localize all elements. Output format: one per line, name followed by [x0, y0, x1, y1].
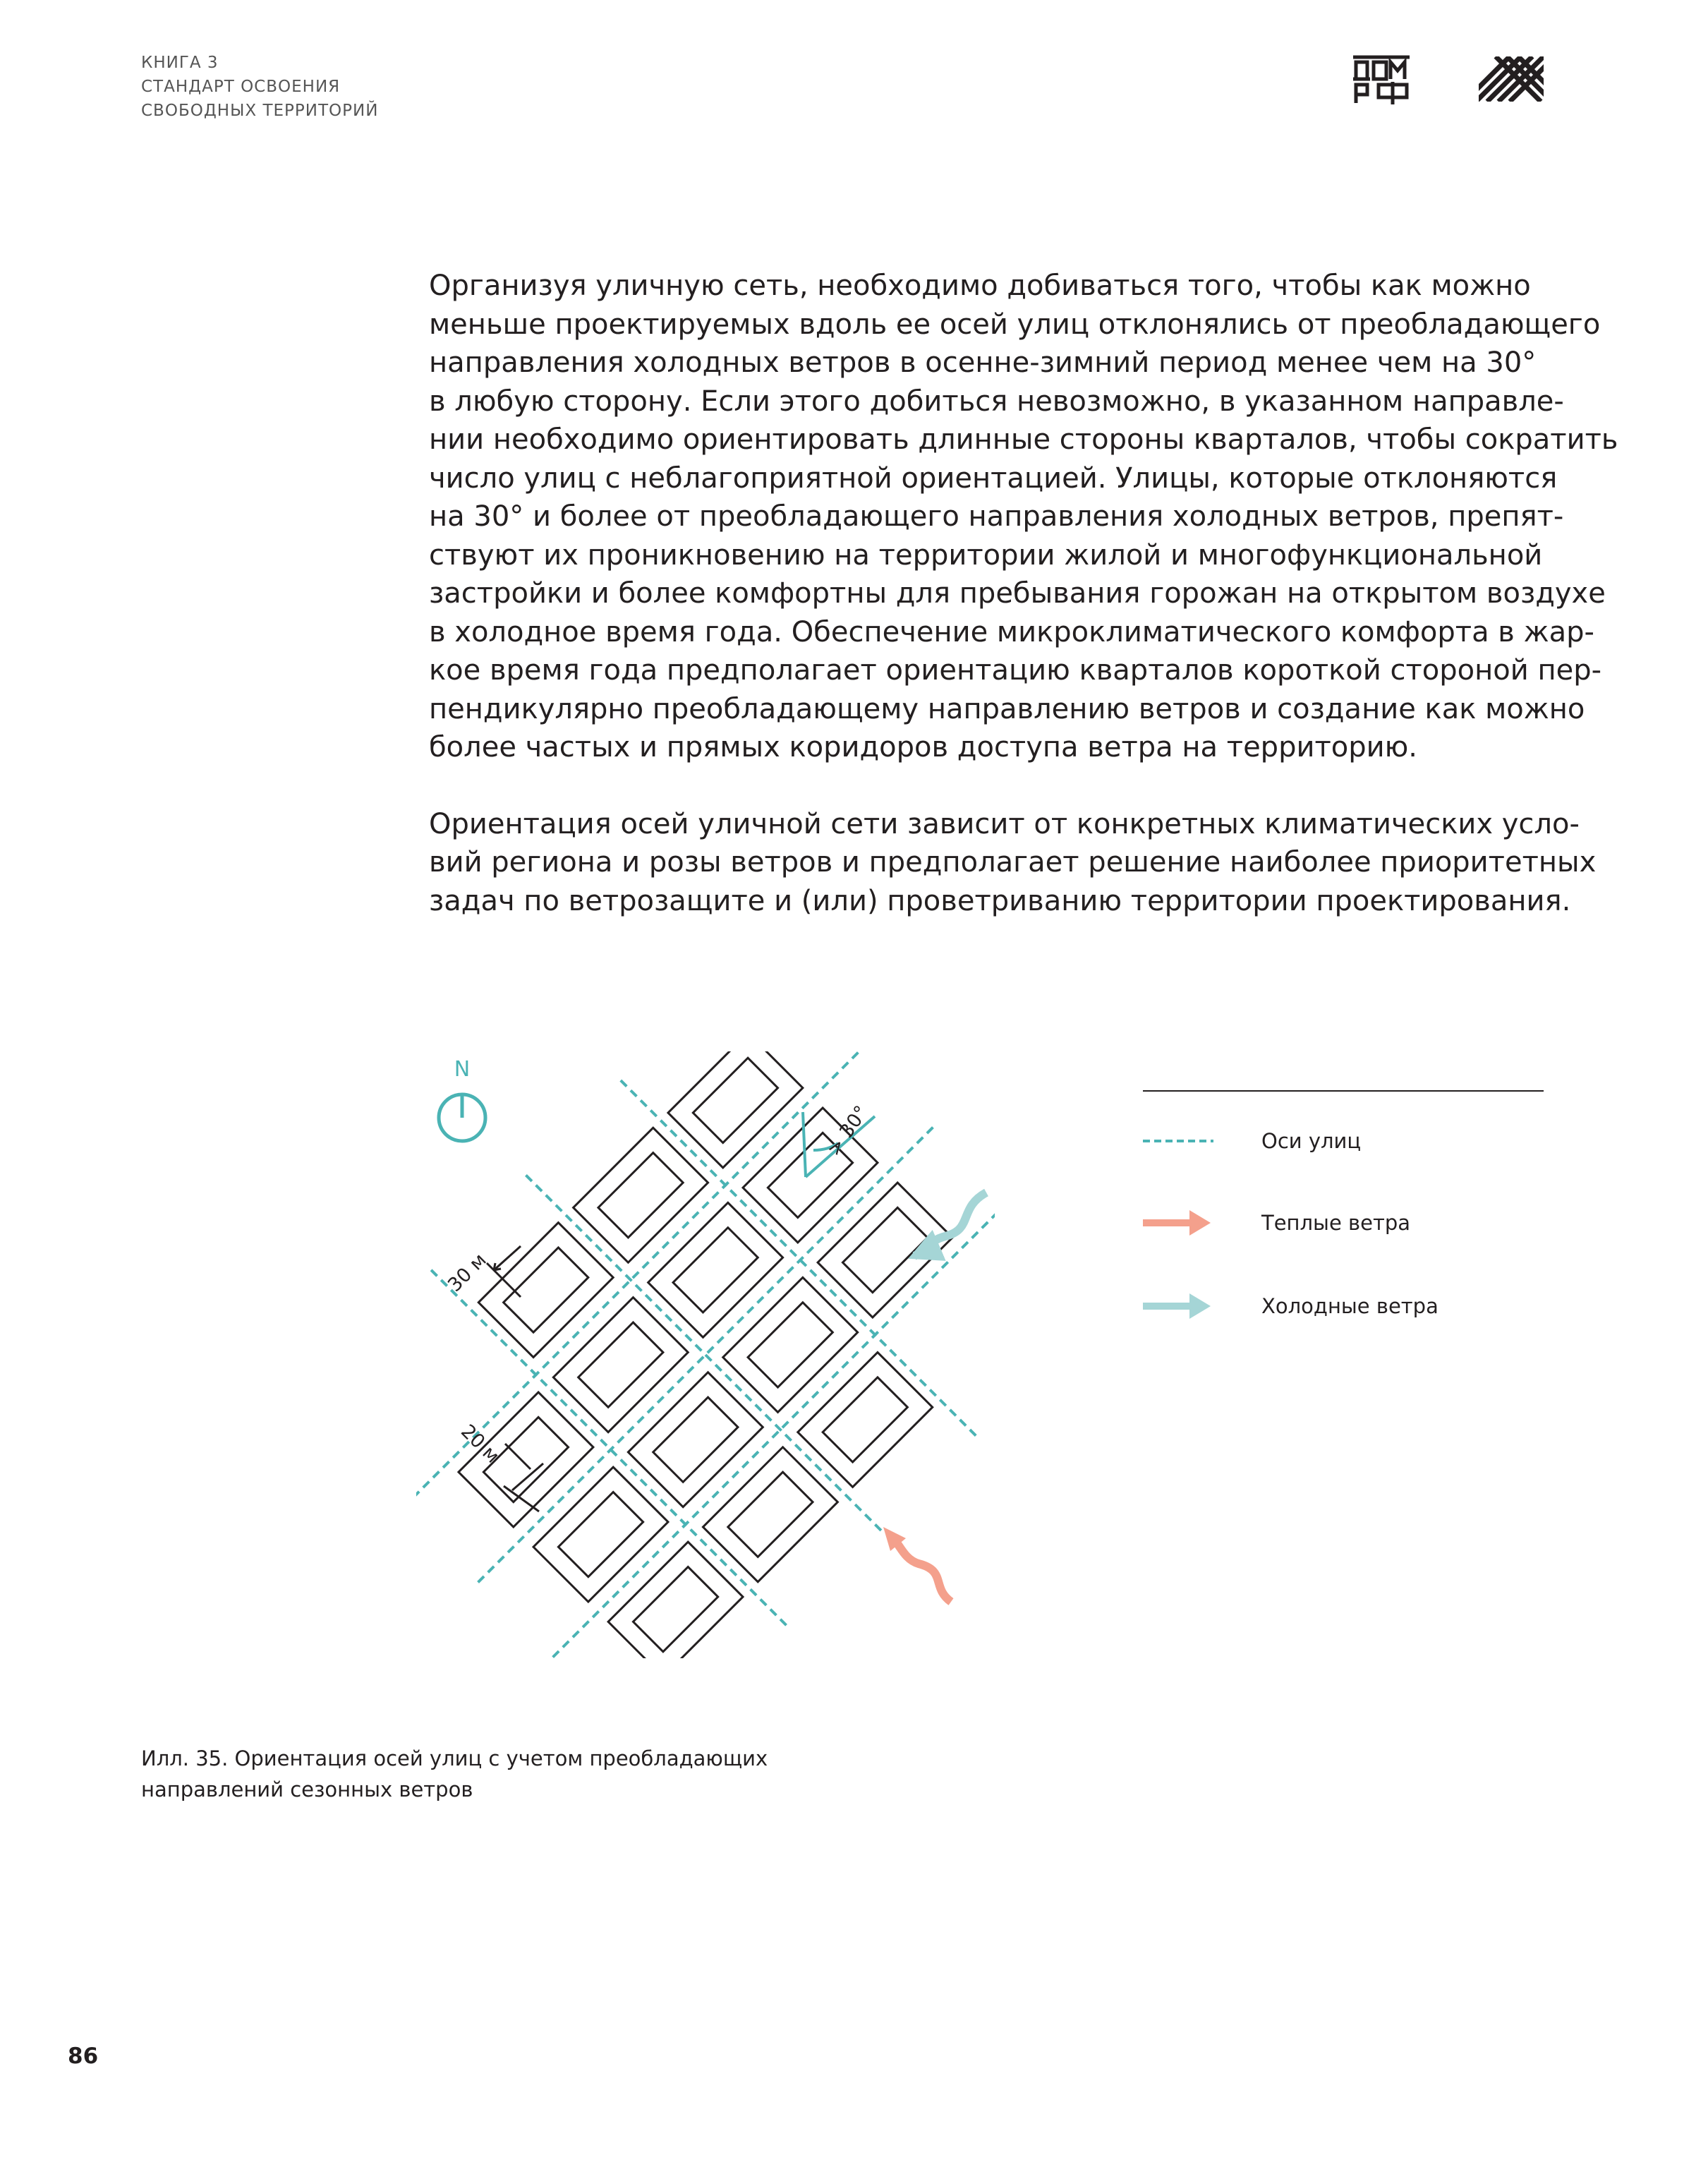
- building: [598, 1153, 683, 1238]
- legend: [1143, 1090, 1545, 1358]
- building: [579, 1322, 663, 1407]
- angle-label: > 30°: [823, 1101, 873, 1161]
- dimension-20m-label: 20 м: [456, 1420, 504, 1468]
- building: [504, 1248, 588, 1332]
- city-block: [668, 1051, 803, 1168]
- building: [748, 1303, 832, 1387]
- p2-line: задач по ветрозащите и (или) проветриванию территории проектирования.: [429, 884, 1571, 917]
- p1-line: меньше проектируемых вдоль ее осей улиц отклонялись от преобладающего: [429, 308, 1601, 341]
- hatch-logo-icon: [1479, 56, 1544, 102]
- legend-item-warm-winds: [1143, 1209, 1544, 1237]
- street-axes: [416, 1052, 995, 1657]
- dom-rf-logo-icon: [1353, 55, 1410, 106]
- p1-line: в холодное время года. Обеспечение микроклиматического комфорта в жар-: [429, 615, 1594, 648]
- legend-item-street-axes: [1143, 1127, 1544, 1155]
- city-block: [608, 1542, 743, 1658]
- header-book: КНИГА 3: [141, 54, 219, 72]
- p1-line: застройки и более комфортны для пребывания горожан на открытом воздухе: [429, 577, 1606, 610]
- cold-arrow-icon: [1143, 1292, 1221, 1320]
- warm-wind-arrow: [883, 1527, 951, 1602]
- p1-line: Организуя уличную сеть, необходимо добиваться того, чтобы как можно: [429, 270, 1531, 302]
- p1-line: направления холодных ветров в осенне-зимний период менее чем на 30°: [429, 346, 1537, 379]
- legend-label: Холодные ветра: [1261, 1294, 1439, 1318]
- building: [483, 1417, 568, 1502]
- dashed-line-icon: [1143, 1127, 1221, 1155]
- legend-label: Оси улиц: [1261, 1129, 1362, 1153]
- p1-line: пендикулярно преобладающему направлению ветров и создание как можно: [429, 692, 1585, 725]
- p1-line: нии необходимо ориентировать длинные стороны кварталов, чтобы сократить: [429, 423, 1618, 456]
- p2-line: вий региона и розы ветров и предполагает решение наиболее приоритетных: [429, 846, 1597, 879]
- caption-line: направлений сезонных ветров: [141, 1777, 473, 1801]
- p1-line: ствуют их проникновению на территории жилой и многофункциональной: [429, 538, 1543, 572]
- p1-line: число улиц с неблагоприятной ориентацией. Улицы, которые отклоняются: [429, 461, 1558, 495]
- p1-line: на 30° и более от преобладающего направления холодных ветров, препят-: [429, 500, 1564, 533]
- legend-label: Теплые ветра: [1261, 1211, 1411, 1235]
- p1-line: кое время года предполагает ориентацию кварталов короткой стороной пер-: [429, 654, 1602, 687]
- body-text: [429, 267, 1618, 958]
- legend-rule: [1143, 1090, 1544, 1092]
- north-label: N: [454, 1057, 471, 1082]
- north-compass-icon: [439, 1094, 485, 1141]
- street-axis: [621, 1080, 980, 1439]
- paragraph-1: [429, 267, 1618, 767]
- p1-line: более частых и прямых коридоров доступа ветра на территорию.: [429, 731, 1417, 763]
- building: [842, 1207, 927, 1292]
- building: [558, 1492, 643, 1576]
- paragraph-2: [429, 805, 1597, 921]
- dimension-30m-label: 30 м: [444, 1249, 491, 1296]
- running-header: [141, 51, 378, 123]
- legend-item-cold-winds: [1143, 1292, 1544, 1320]
- p2-line: Ориентация осей уличной сети зависит от конкретных климатических усло-: [429, 807, 1580, 840]
- header-title: СТАНДАРТ ОСВОЕНИЯ: [141, 78, 341, 96]
- page-number: 86: [68, 2044, 99, 2069]
- figure-caption: [141, 1743, 847, 1805]
- header-subtitle: СВОБОДНЫХ ТЕРРИТОРИЙ: [141, 102, 379, 120]
- building: [728, 1472, 813, 1557]
- warm-arrow-icon: [1143, 1209, 1221, 1237]
- building: [693, 1058, 777, 1142]
- building: [673, 1228, 758, 1312]
- building: [823, 1377, 907, 1462]
- street-orientation-diagram: [416, 1051, 995, 1658]
- building: [653, 1397, 738, 1482]
- p1-line: в любую сторону. Если этого добиться невозможно, в указанном направле-: [429, 385, 1564, 418]
- building: [633, 1567, 717, 1652]
- cold-wind-arrow: [914, 1193, 986, 1256]
- caption-line: Илл. 35. Ориентация осей улиц с учетом преобладающих: [141, 1746, 768, 1770]
